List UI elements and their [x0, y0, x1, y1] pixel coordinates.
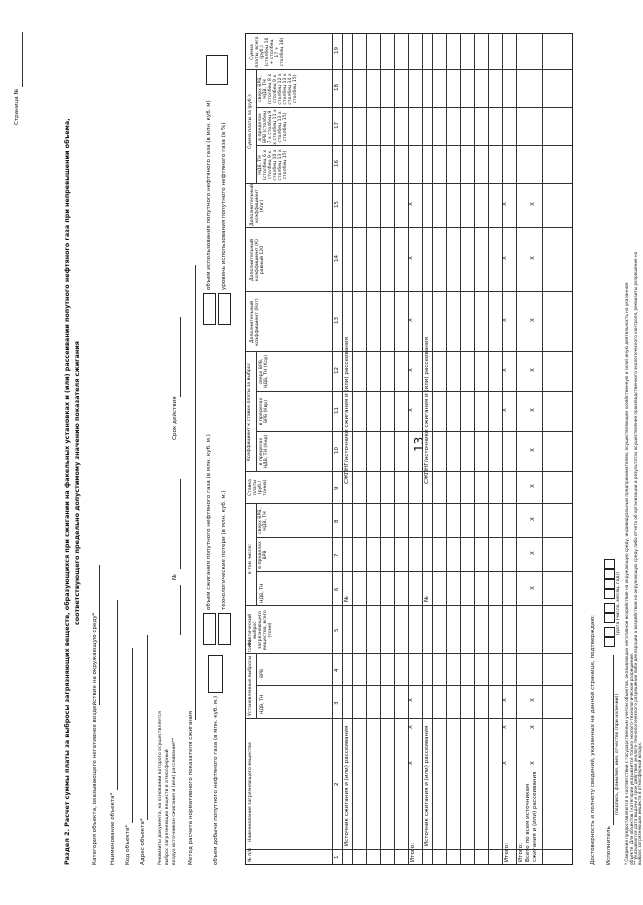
category-label: Категория объекта, оказывающего негативное воздействие на окружающую среду* [92, 612, 98, 865]
column-number-11: 11 [334, 407, 340, 414]
burned-volume-box[interactable] [203, 613, 216, 645]
section-title: Раздел 2. Расчет суммы платы за выбросы загрязняющих веществ, образующихся при сжигании на факельных установках и (или) рассеивании попутного нефтяного газа при непревышении объема, [63, 118, 71, 865]
x-mark: Х [530, 586, 536, 590]
doc-term-label: Срок действия [172, 396, 178, 440]
column-number-19: 19 [334, 47, 340, 54]
column-number-7: 7 [334, 553, 340, 557]
col-within-vrv-header: в пределах ВРВ [258, 541, 268, 569]
col-sum-total-header: Сумма платы, всего (руб.) (столбец 16 + столбец 17 + столбец 18) [250, 36, 285, 68]
x-mark: Х [502, 318, 508, 322]
grand-total-label-2: Всего по всем источникам [525, 783, 531, 862]
col-extra-coef-header: Дополнительный коэффициент (Кот) [250, 298, 260, 346]
footnote-2b: выброс загрязняющих веществ в атмосферный воздух. [637, 741, 642, 865]
x-mark: Х [530, 761, 536, 765]
x-mark: Х [530, 698, 536, 702]
col-coef-over-header: сверх ВРВ, НДВ, ТН (Кср) [259, 354, 269, 389]
source1-right: СЖПНГ/источники сжигания и (или) рассеивания [344, 337, 350, 484]
object-code-field[interactable] [132, 648, 133, 823]
x-mark: Х [502, 698, 508, 702]
x-mark: Х [530, 256, 536, 260]
section-title-2: соответствующего предельно допустимому значению показателя сжигания [73, 341, 81, 625]
col-coef-header: Коэффициент к ставке платы за выброс [247, 362, 252, 462]
x-mark: Х [530, 484, 536, 488]
extra-coef-box[interactable] [206, 55, 228, 85]
x-mark: Х [502, 368, 508, 372]
footnote-1b: объекте. Для объектов I категории указывается только эколого-технологическое разрешение. [629, 652, 634, 865]
doc-term-field[interactable] [180, 317, 181, 397]
source2-right: СЖПНГ/источники сжигания и (или) рассеивания [424, 337, 430, 484]
date-year-3[interactable] [604, 569, 615, 579]
x-mark: Х [530, 318, 536, 322]
executor-signature-field[interactable] [613, 655, 614, 825]
signature-hint: (подпись, фамилия, имя, отчество (при наличии)) [615, 693, 620, 815]
x-mark: Х [502, 202, 508, 206]
col-within-ndv-header: НДВ, ТН [260, 583, 265, 603]
col-actual-header: Фактический выброс загрязняющего вещества, всего (тонн) [248, 610, 273, 650]
payment-table [245, 33, 573, 865]
column-number-13: 13 [334, 317, 340, 324]
date-month-2[interactable] [604, 603, 615, 613]
column-number-9: 9 [334, 486, 340, 490]
col-over-vrv-header: сверх ВРВ, НДВ, ТН [258, 508, 268, 534]
column-number-4: 4 [334, 668, 340, 672]
x-mark: Х [530, 517, 536, 521]
doc-label-2: выброс загрязняющих веществ в атмосферный [165, 749, 170, 865]
column-number-3: 3 [334, 701, 340, 705]
column-number-14: 14 [334, 255, 340, 262]
method-label: Метод расчета нормативного показателя сжигания [188, 710, 194, 865]
doc-number-label: № [172, 574, 178, 580]
doc-number-field[interactable] [180, 479, 181, 569]
production-volume-box[interactable] [208, 655, 223, 693]
x-mark: Х [408, 698, 414, 702]
x-mark: Х [502, 761, 508, 765]
x-mark: Х [530, 448, 536, 452]
burned-volume-label: объем сжигания попутного нефтяного газа (в млн. куб. м.) [206, 434, 212, 610]
col-norm-header: Установленные выбросы (тонн) [248, 639, 253, 716]
tech-losses-box[interactable] [218, 613, 231, 645]
col-sum-vrv-header: в пределах ВРВ (столбец 7 x столбец 9 x столбец 11 x столбец 13 x столбец 15) [258, 109, 288, 145]
col-rate-header: Ставка платы (руб./тонна) [248, 479, 268, 496]
column-number-17: 17 [334, 122, 340, 129]
col-substance-header: Наименование загрязняющего вещества [248, 742, 253, 842]
x-mark: Х [408, 761, 414, 765]
column-number-1: 1 [334, 855, 340, 859]
source1-num: № [344, 596, 350, 602]
x-mark: Х [408, 725, 414, 729]
col-sum-ndv-header: НДВ, ТН (столбец 6 x столбец 9 x столбец 10 x столбец 13 x столбец 15) [258, 149, 288, 181]
col-extra-coef2-header: Дополнительный коэффициент (К) равный 120 [250, 239, 265, 281]
date-year-2[interactable] [604, 579, 615, 589]
footnote-1: * Сведения предоставляются в соответствии с государственным учетом объектов, оказывающих негативное воздействие на окружающую среду, индивидуальным предпринимателем, осуществляющим хозяйственную и (или) иную деятельность на указанном [624, 282, 629, 865]
object-code-label: Код объекта* [125, 824, 131, 865]
column-number-5: 5 [334, 628, 340, 632]
date-year-4[interactable] [604, 559, 615, 569]
source2-num: № [424, 596, 430, 602]
usage-level-label: уровень использования попутного нефтяного газа (в %) [221, 122, 227, 290]
doc-date-field[interactable] [180, 585, 181, 635]
x-mark: Х [502, 725, 508, 729]
footnote-2: ** Указываются дата выдачи и срок действия эколого-технологического разрешения либо декларации о воздействии на окружающую среду либо отчета об организации и результатах осуществления производственного экологического контроля, реквизиты разрешения на [633, 251, 638, 865]
column-number-15: 15 [334, 201, 340, 208]
date-month-1[interactable] [604, 613, 615, 623]
page-label: Страница № [14, 88, 20, 125]
column-number-12: 12 [334, 367, 340, 374]
production-volume-label: объем добычи попутного нефтяного газа (в млн. куб. м.) [213, 695, 219, 865]
page-number: 13 [412, 436, 426, 452]
grand-total-label-3: сжигания и (или) рассеивания [532, 771, 538, 862]
x-mark: Х [408, 368, 414, 372]
category-field[interactable] [99, 565, 100, 705]
used-volume-label: объем использования попутного нефтяного газа (в млн. куб. м) [206, 100, 212, 290]
column-number-10: 10 [334, 447, 340, 454]
col-sum-header: Сумма платы за (руб.): [248, 93, 253, 149]
usage-level-box[interactable] [218, 293, 231, 325]
x-mark: Х [502, 256, 508, 260]
col-extra-coef3-header: Дополнительный коэффициент (Кпг) [250, 184, 265, 226]
doc-label-1: Реквизиты документа, на основании которого осуществляется [158, 711, 163, 865]
col-incl-header: в том числе: [248, 543, 253, 574]
page-number-field[interactable] [22, 32, 23, 87]
date-day-1[interactable] [604, 637, 615, 647]
x-mark: Х [408, 256, 414, 260]
object-address-label: Адрес объекта* [140, 818, 146, 865]
col-sum-over-header: сверх ВРВ, НДВ, ТН (столбец 8 x столбец 9 x столбец 12 x столбец 13 x столбец 14 x столбец 15) [258, 73, 298, 105]
x-mark: Х [530, 551, 536, 555]
column-number-2: 2 [334, 782, 340, 786]
date-year-1[interactable] [604, 589, 615, 599]
column-number-6: 6 [334, 587, 340, 591]
doc-label-3: воздух источником сжигания и (или) рассеивания** [172, 737, 177, 865]
col-coef-vrv-header: в пределах ВРВ (Квр) [259, 397, 269, 426]
col-coef-ndv-header: в пределах НДВ, ТН (Кнд) [259, 434, 269, 469]
object-name-label: Наименование объекта* [110, 792, 116, 865]
date-hint: (дата (число, месяц, год)) [616, 571, 621, 635]
method-field[interactable] [195, 265, 196, 720]
object-name-field[interactable] [117, 600, 118, 790]
col-num-header: № п/п [248, 848, 253, 862]
x-mark: Х [408, 202, 414, 206]
column-number-16: 16 [334, 160, 340, 167]
x-mark: Х [530, 368, 536, 372]
object-address-field[interactable] [147, 635, 148, 820]
tech-losses-label: технологические потери (в млн. куб. м.) [221, 490, 227, 610]
x-mark: Х [502, 408, 508, 412]
x-mark: Х [408, 318, 414, 322]
executor-label: Исполнитель [606, 826, 612, 865]
x-mark: Х [530, 408, 536, 412]
total-label: Итого: [410, 842, 416, 862]
source2-label: Источник сжигания и (или) рассеивания [424, 725, 430, 846]
col-ndv-header: НДВ, ТН [260, 694, 265, 714]
x-mark: Х [408, 408, 414, 412]
column-number-18: 18 [334, 84, 340, 91]
source1-label: Источник сжигания и (или) рассеивания [344, 725, 350, 846]
date-day-2[interactable] [604, 627, 615, 637]
used-volume-box[interactable] [203, 293, 216, 325]
col-vrv-header: ВРВ [260, 668, 265, 678]
accuracy-statement: Достоверность и полноту сведений, указанных на данной странице, подтверждаю: [590, 615, 596, 865]
x-mark: Х [530, 725, 536, 729]
column-number-8: 8 [334, 519, 340, 523]
x-mark: Х [530, 202, 536, 206]
total-label-2: Итого: [504, 842, 510, 862]
grand-total-label-1: Итого: [518, 842, 524, 862]
